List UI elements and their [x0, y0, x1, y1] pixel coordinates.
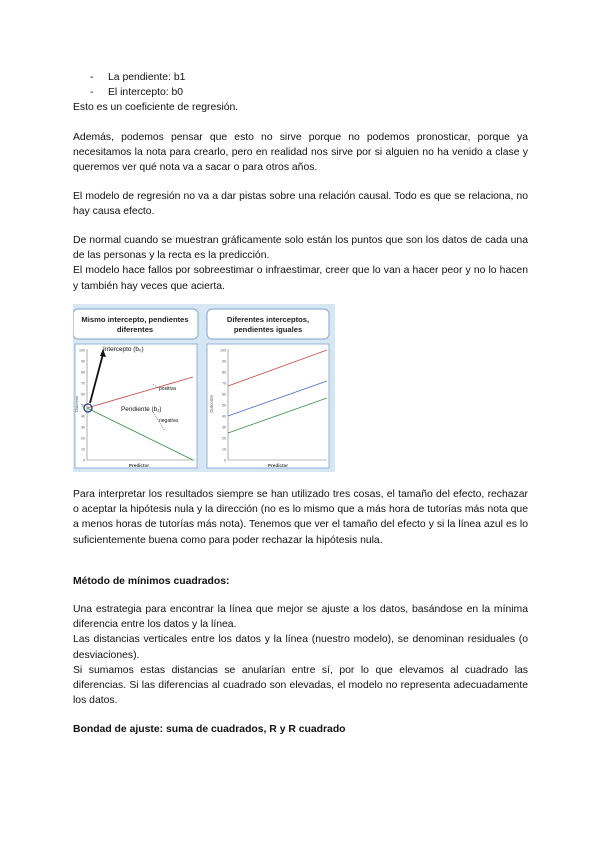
label-positive: positiva	[159, 386, 176, 392]
paragraph: Las distancias verticales entre los datos y la línea (nuestro modelo), se denominan residuales (o desviaciones).	[73, 634, 528, 661]
tick-label: 20	[222, 436, 226, 441]
tick-label: 40	[81, 414, 85, 419]
tick-label: 30	[222, 425, 226, 430]
paragraph: Esto es un coeficiente de regresión.	[73, 102, 239, 113]
tick-label: 90	[81, 359, 85, 364]
paragraph: Para interpretar los resultados siempre se han utilizado tres cosas, el tamaño del efecto, rechazar o aceptar la hipótesis nula y la dirección (no es lo mismo que a más hora de tutorías más nota que a menos horas de tutorías más nota). Tenemos que ver el tamaño del efecto y si la línea azul es lo suficientemente buena como para poder rechazar la hipótesis nula.	[73, 489, 528, 546]
right-title-line1: Diferentes interceptos,	[226, 315, 310, 324]
left-panel	[73, 309, 198, 468]
tick-label: 10	[81, 447, 85, 452]
right-title-box	[207, 309, 329, 339]
tick-label: 40	[222, 414, 226, 419]
annotation-intercept: Intercepto (b₀)	[103, 346, 144, 353]
tick-label: 0	[83, 458, 85, 463]
tick-label: 80	[222, 370, 226, 375]
paragraph: El modelo hace fallos por sobreestimar o infraestimar, creer que lo van a hacer peor y no lo hacen y también hay veces que acierta.	[73, 265, 528, 292]
tick-label: 30	[81, 425, 85, 430]
paragraph: Además, podemos pensar que esto no sirve porque no podemos pronosticar, porque ya necesitamos la nota para crearlo, pero en realidad nos sirve por si alguien no ha venido a clase y queremos ver qué nota va a sacar o para otros años.	[73, 132, 528, 174]
tick-label: 70	[222, 381, 226, 386]
tick-label: 60	[81, 392, 85, 397]
paragraph: Una estrategia para encontrar la línea que mejor se ajuste a los datos, basándose en la mínima diferencia entre los datos y la línea.	[73, 604, 528, 631]
left-y-label: Outcome	[74, 395, 79, 413]
paragraph-group	[73, 233, 528, 294]
left-title-box	[73, 309, 198, 339]
tick-label: 60	[222, 392, 226, 397]
tick-label: 100	[220, 348, 226, 353]
right-title-line2: pendientes iguales	[233, 325, 303, 334]
tick-label: 90	[222, 359, 226, 364]
paragraph: Si sumamos estas distancias se anularían entre sí, por lo que elevamos al cuadrado las diferencias. Si las diferencias al cuadrado son elevadas, el modelo no representa adecuadamente los datos.	[73, 664, 528, 707]
paragraph: El modelo de regresión no va a dar pistas sobre una relación causal. Todo es que se relaciona, no hay causa efecto.	[73, 191, 528, 218]
right-x-label: Predictor	[267, 463, 289, 468]
list-item: - La pendiente: b1	[90, 70, 185, 85]
tick-label: 80	[81, 370, 85, 375]
annotation-slope: Pendiente (b₁)	[121, 406, 162, 413]
left-x-label: Predictor	[128, 463, 150, 468]
section-heading: Método de mínimos cuadrados:	[73, 576, 230, 587]
tick-label: 0	[224, 458, 226, 463]
paragraph-group	[73, 602, 528, 708]
bullet-list	[90, 70, 185, 100]
tick-label: 100	[79, 348, 85, 353]
section-heading: Bondad de ajuste: suma de cuadrados, R y R cuadrado	[73, 724, 346, 735]
right-y-label: Outcome	[209, 395, 214, 413]
right-panel	[207, 309, 329, 468]
left-title-line2: diferentes	[116, 325, 154, 334]
tick-label: 70	[81, 381, 85, 386]
left-title-line1: Mismo intercepto, pendientes	[81, 315, 189, 324]
paragraph: De normal cuando se muestran gráficamente solo están los puntos que son los datos de cada una de las personas y la recta es la predicción.	[73, 235, 528, 262]
list-item: - El intercepto: b0	[90, 85, 185, 100]
tick-label: 10	[222, 447, 226, 452]
tick-label: 50	[81, 403, 85, 408]
regression-figure	[73, 304, 335, 472]
tick-label: 20	[81, 436, 85, 441]
label-negative: negativa	[159, 418, 178, 424]
tick-label: 50	[222, 403, 226, 408]
